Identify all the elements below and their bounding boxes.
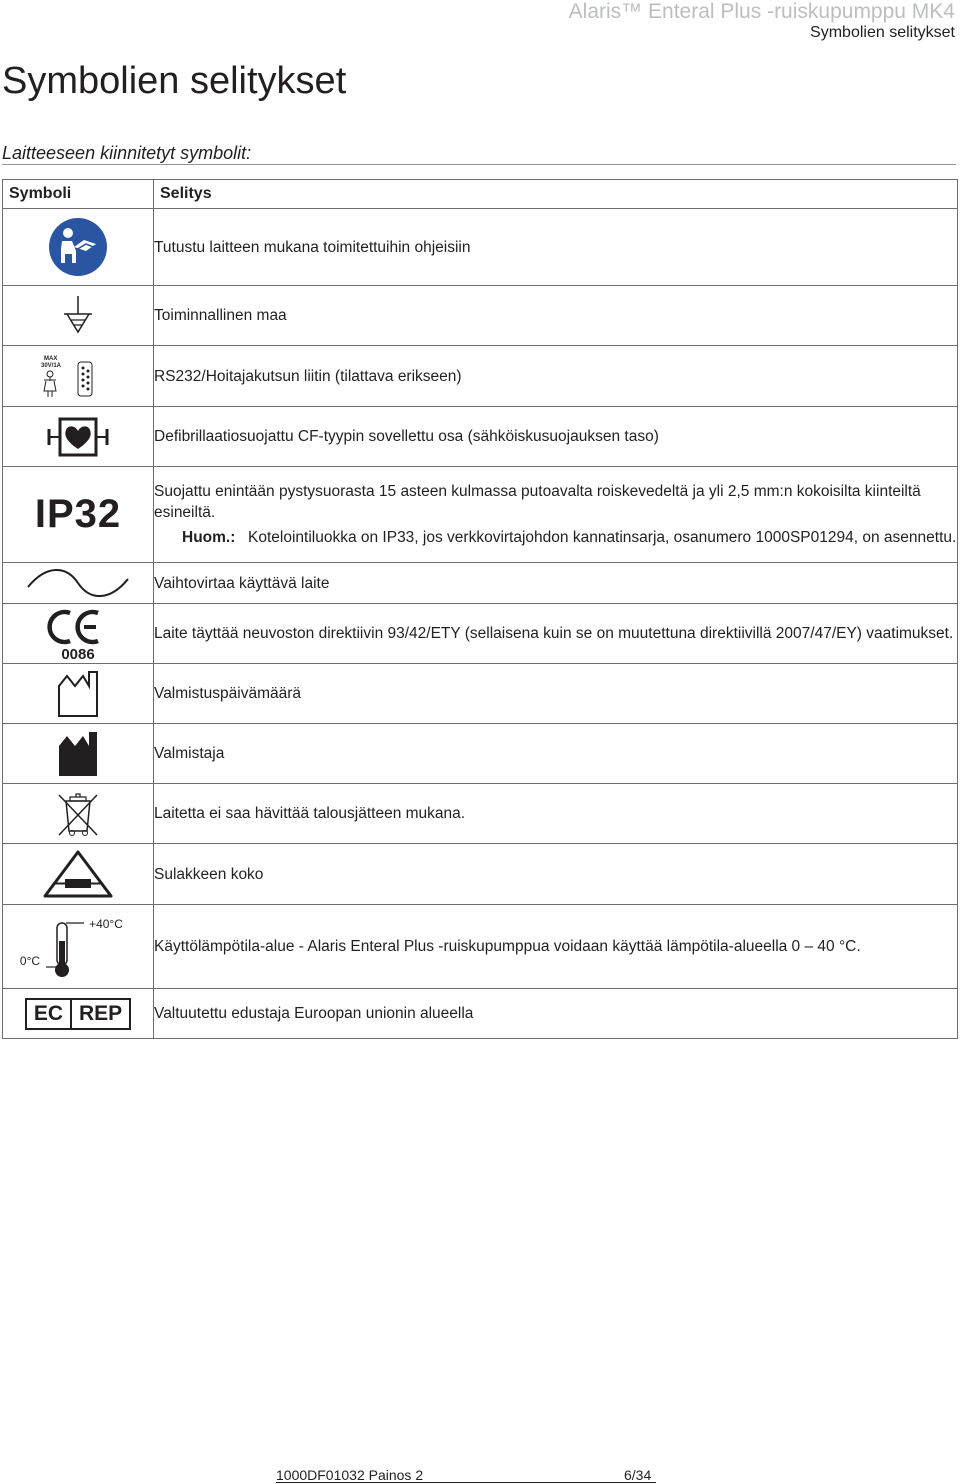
description-cell: RS232/Hoitajakutsun liitin (tilattava erikseen) xyxy=(154,346,958,407)
table-row xyxy=(3,844,958,905)
header-symbol: Symboli xyxy=(3,180,154,209)
table-row xyxy=(3,784,958,844)
symbol-cell xyxy=(3,467,154,563)
description-cell: Tutustu laitteen mukana toimitettuihin ohjeisiin xyxy=(154,209,958,286)
symbol-cell xyxy=(3,724,154,784)
functional-earth-icon xyxy=(58,294,98,338)
symbol-cell xyxy=(3,905,154,989)
ip32-icon: IP32 xyxy=(34,492,122,536)
description-cell: Suojattu enintään pystysuorasta 15 asteen kulmassa putoavalta roiskevedeltä ja yli 2,5 mm:n kokoisilta kiinteiltä esineiltä. Huom.: Kotelointiluokka on IP33, jos verkkovirtajohdon kannatinsarja, osanumero 1000SP01294, on asennettu. xyxy=(154,467,958,563)
temp-low-label: 0°C xyxy=(19,953,41,968)
header-section-name: Symbolien selitykset xyxy=(810,24,955,41)
description-cell: Defibrillaatiosuojattu CF-tyypin sovellettu osa (sähköiskusuojauksen taso) xyxy=(154,407,958,467)
symbol-cell xyxy=(3,563,154,604)
table-row xyxy=(3,563,958,604)
read-instructions-icon xyxy=(48,217,108,277)
alternating-current-icon xyxy=(26,569,130,597)
description-cell: Valmistuspäivämäärä xyxy=(154,664,958,724)
description-cell: Toiminnallinen maa xyxy=(154,286,958,346)
footer-divider xyxy=(276,1482,656,1483)
description-cell: Vaihtovirtaa käyttävä laite xyxy=(154,563,958,604)
table-row xyxy=(3,905,958,989)
manufacturer-icon xyxy=(56,730,100,778)
table-row xyxy=(3,286,958,346)
description-cell: Valmistaja xyxy=(154,724,958,784)
page-number: 6/34 xyxy=(624,1467,652,1483)
note-text: Kotelointiluokka on IP33, jos verkkovirtajohdon kannatinsarja, osanumero 1000SP01294, on asennettu. xyxy=(248,529,957,546)
table-row xyxy=(3,664,958,724)
table-row xyxy=(3,346,958,407)
table-row xyxy=(3,467,958,563)
note xyxy=(154,527,957,548)
rs232-nurse-call-icon xyxy=(38,352,118,400)
table-row xyxy=(3,724,958,784)
svg-text:MAX: MAX xyxy=(44,356,58,362)
description-cell: Sulakkeen koko xyxy=(154,844,958,905)
description-cell: Valtuutettu edustaja Euroopan unionin alueella xyxy=(154,989,958,1039)
table-row xyxy=(3,407,958,467)
symbol-cell xyxy=(3,784,154,844)
weee-bin-icon xyxy=(56,789,100,839)
symbol-cell xyxy=(3,407,154,467)
symbol-cell xyxy=(3,346,154,407)
temp-high-label: +40°C xyxy=(89,916,123,931)
section-title: Laitteeseen kiinnitetyt symbolit: xyxy=(2,143,252,163)
symbol-cell xyxy=(3,989,154,1039)
symbol-cell xyxy=(3,286,154,346)
description-cell: Laitetta ei saa hävittää talousjätteen mukana. xyxy=(154,784,958,844)
header-description: Selitys xyxy=(154,180,958,209)
product-title: Alaris™ Enteral Plus -ruiskupumppu MK4 xyxy=(568,0,955,23)
symbol-cell xyxy=(3,604,154,664)
symbol-cell xyxy=(3,664,154,724)
ce-mark-icon xyxy=(40,608,116,660)
svg-text:30V/1A: 30V/1A xyxy=(41,363,62,369)
document-code: 1000DF01032 Painos 2 xyxy=(276,1467,424,1483)
table-header-row xyxy=(3,180,958,209)
table-row xyxy=(3,604,958,664)
description-cell: Laite täyttää neuvoston direktiivin 93/42/ETY (sellaisena kuin se on muutettuna direktiivillä 2007/47/EY) vaatimukset. xyxy=(154,604,958,664)
symbol-cell xyxy=(3,844,154,905)
symbol-cell xyxy=(3,209,154,286)
page-title: Symbolien selitykset xyxy=(2,60,347,102)
section-divider xyxy=(2,164,956,165)
table-row xyxy=(3,989,958,1039)
defibrillation-proof-cf-icon xyxy=(46,417,110,457)
description-cell: Käyttölämpötila-alue - Alaris Enteral Plus -ruiskupumppua voidaan käyttää lämpötila-alueella 0 – 40 °C. xyxy=(154,905,958,989)
symbols-table xyxy=(2,179,958,1039)
notified-body-number: 0086 xyxy=(61,645,95,660)
note-label: Huom.: xyxy=(182,529,236,546)
fuse-icon xyxy=(42,849,114,899)
temperature-limit-icon xyxy=(18,915,138,979)
date-of-manufacture-icon xyxy=(56,670,100,718)
table-row xyxy=(3,209,958,286)
ec-rep-icon: EC REP xyxy=(25,998,131,1030)
